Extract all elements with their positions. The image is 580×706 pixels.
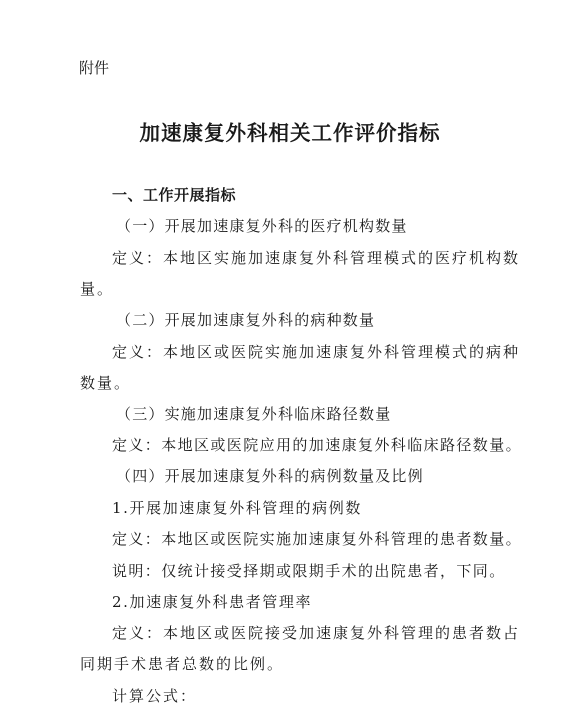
definition-2-line2: 数量。	[80, 374, 132, 392]
item-1-definition: 定义：本地区或医院实施加速康复外科管理的患者数量。	[112, 530, 523, 548]
subsection-heading-4: （四）开展加速康复外科的病例数量及比例	[116, 467, 424, 485]
definition-1-line2: 量。	[80, 280, 115, 298]
definition-3: 定义：本地区或医院应用的加速康复外科临床路径数量。	[112, 436, 523, 454]
subsection-heading-1: （一）开展加速康复外科的医疗机构数量	[116, 217, 408, 235]
item-2-definition-line2: 同期手术患者总数的比例。	[80, 655, 285, 673]
item-1-title: 1.开展加速康复外科管理的病例数	[112, 499, 362, 517]
formula-label: 计算公式：	[112, 687, 198, 705]
subsection-heading-2: （二）开展加速康复外科的病种数量	[116, 311, 376, 329]
definition-2-line1: 定义：本地区或医院实施加速康复外科管理模式的病种	[112, 343, 521, 361]
document-title: 加速康复外科相关工作评价指标	[139, 121, 441, 145]
attachment-label: 附件	[79, 59, 110, 77]
definition-1-line1: 定义：本地区实施加速康复外科管理模式的医疗机构数	[112, 249, 521, 267]
item-1-note: 说明：仅统计接受择期或限期手术的出院患者，下同。	[112, 562, 506, 580]
section-heading-work-indicators: 一、工作开展指标	[112, 186, 237, 204]
item-2-definition-line1: 定义：本地区或医院接受加速康复外科管理的患者数占	[112, 624, 521, 642]
item-2-title: 2.加速康复外科患者管理率	[112, 593, 313, 611]
subsection-heading-3: （三）实施加速康复外科临床路径数量	[116, 405, 392, 423]
